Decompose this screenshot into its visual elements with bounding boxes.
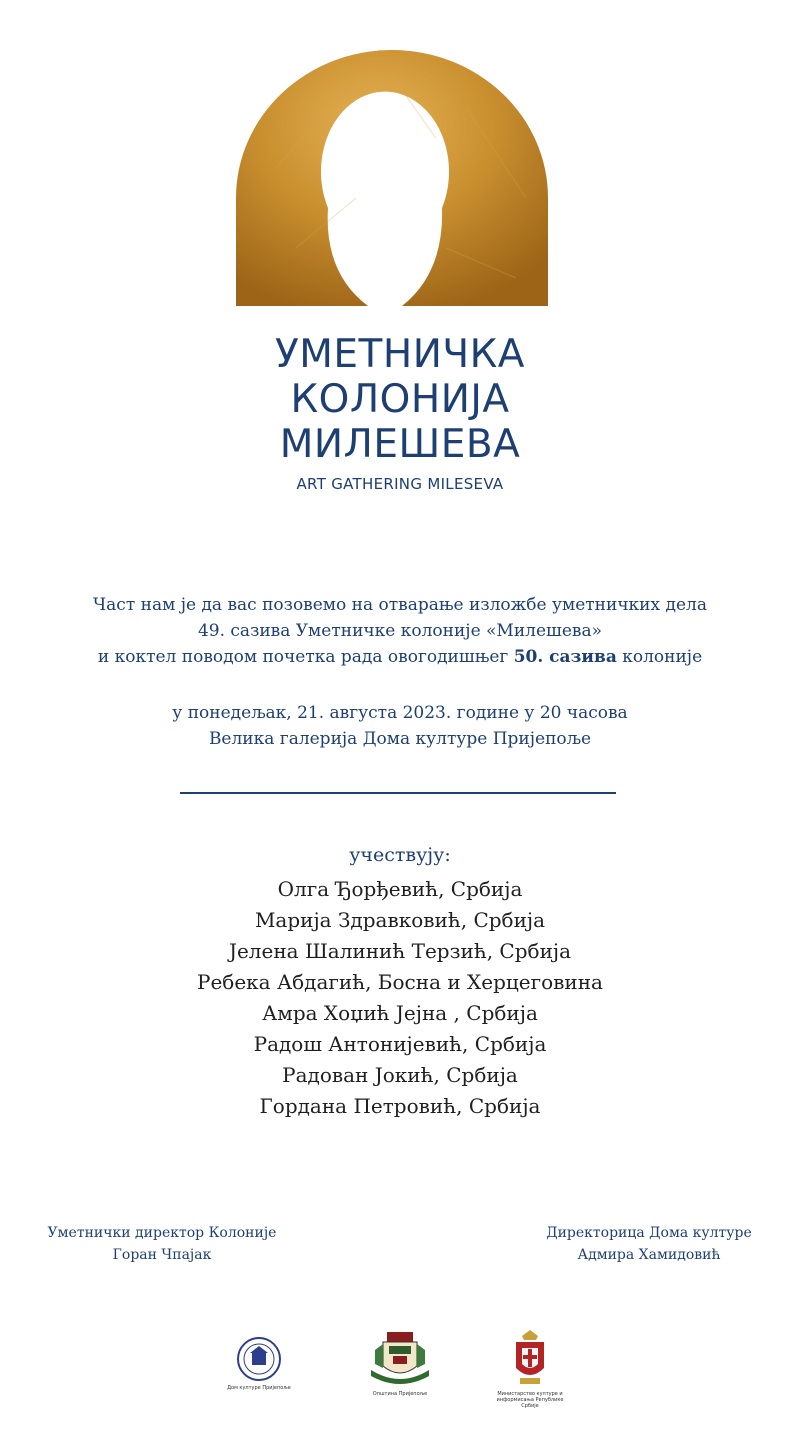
- participant: Јелена Шалинић Терзић, Србија: [228, 939, 572, 963]
- ministarstvo-logo: [490, 1330, 570, 1409]
- participant: Гордана Петровић, Србија: [259, 1094, 541, 1118]
- arch-logo: [236, 48, 548, 310]
- signature-left-name: Горан Чпајак: [112, 1247, 212, 1263]
- divider: [180, 792, 616, 794]
- ministarstvo-caption: Министарство културе и информисања Републике Србије: [496, 1391, 564, 1409]
- title-block: [0, 332, 800, 493]
- event-details: [0, 700, 800, 752]
- participant: Амра Хоџић Јејна , Србија: [262, 1001, 538, 1025]
- invitation-line-3-pre: и коктел поводом почетка рада овогодишњег: [97, 647, 514, 667]
- invitation-line-3: [0, 644, 800, 670]
- participants-list: [0, 840, 800, 1122]
- invitation-line-3-post: колоније: [616, 647, 703, 667]
- invitation-line-2: 49. сазива Уметничке колоније «Милешева»: [197, 621, 603, 641]
- signature-right-name: Адмира Хамидовић: [577, 1247, 721, 1263]
- opstina-caption: Општина Пријепоље: [372, 1391, 428, 1397]
- signature-right: [528, 1222, 770, 1266]
- title-line-3: МИЛЕШЕВА: [279, 422, 521, 467]
- dom-kulture-logo: [214, 1336, 304, 1391]
- participant: Радош Антонијевић, Србија: [253, 1032, 547, 1056]
- dom-kulture-emblem-icon: [234, 1336, 284, 1382]
- signature-left: [28, 1222, 296, 1266]
- invitation-text: [0, 592, 800, 670]
- opstina-coat-of-arms-icon: [369, 1330, 431, 1388]
- invitation-line-3-bold: 50. сазива: [513, 647, 617, 667]
- title-line-1: УМЕТНИЧКА: [275, 332, 525, 377]
- serbian-coat-of-arms-icon: [512, 1330, 548, 1388]
- invitation-line-1: Част нам је да вас позовемо на отварање изложбе уметничких дела: [93, 595, 707, 615]
- participant: Олга Ђорђевић, Србија: [277, 877, 523, 901]
- participant: Марија Здравковић, Србија: [254, 908, 546, 932]
- signature-right-role: Директорица Дома културе: [546, 1225, 752, 1241]
- subtitle: ART GATHERING MILESEVA: [296, 475, 504, 493]
- event-date-time: у понедељак, 21. августа 2023. године у 20 часова: [172, 703, 628, 723]
- participant: Ребека Абдагић, Босна и Херцеговина: [197, 970, 603, 994]
- title-line-2: КОЛОНИЈА: [290, 377, 510, 422]
- dom-kulture-caption: Дом културе Пријепоље: [227, 1385, 291, 1391]
- participants-label: учествују:: [349, 844, 451, 866]
- signature-left-role: Уметнички директор Колоније: [47, 1225, 277, 1241]
- participant: Радован Јокић, Србија: [282, 1063, 518, 1087]
- event-venue: Велика галерија Дома културе Пријепоље: [208, 729, 592, 749]
- opstina-logo: [360, 1330, 440, 1397]
